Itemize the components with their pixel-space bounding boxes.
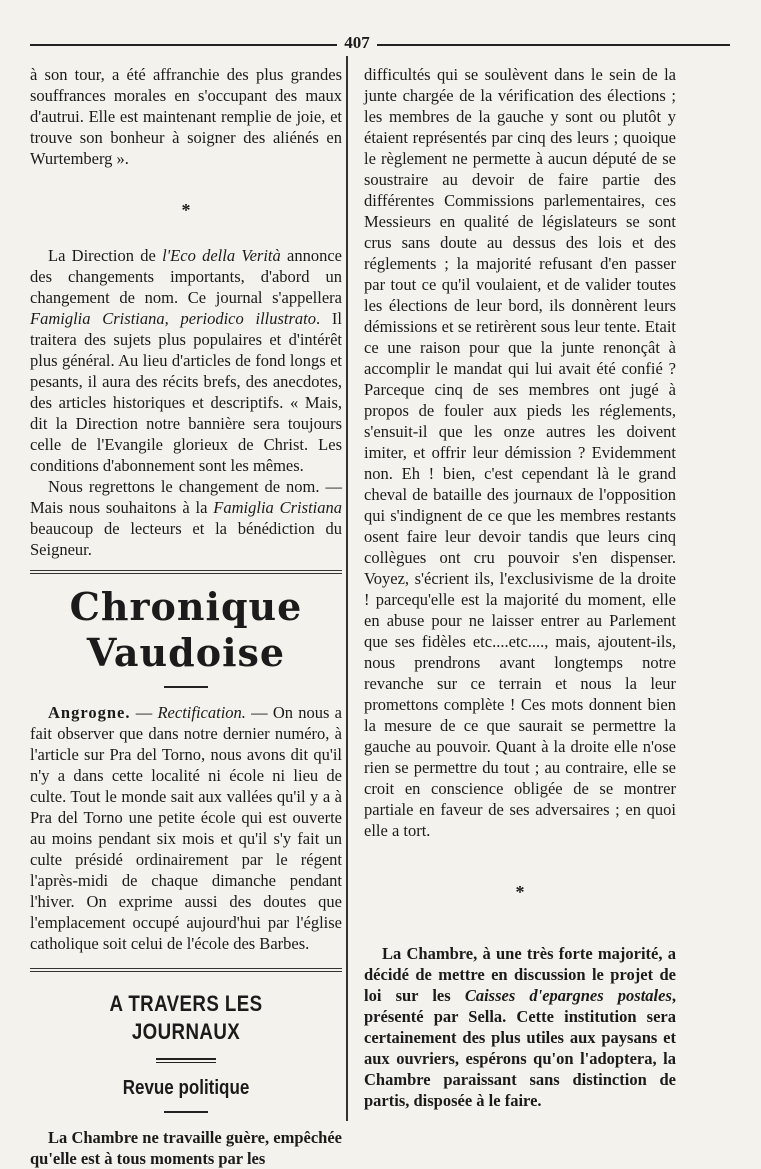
eco-title: l'Eco della Verità xyxy=(162,246,281,265)
short-rule-2 xyxy=(164,1111,208,1113)
chronique-heading: Chronique Vaudoise xyxy=(69,584,303,675)
journaux-heading: A TRAVERS LES JOURNAUX xyxy=(109,991,263,1044)
page-number: 407 xyxy=(337,32,377,54)
section-star-2: * xyxy=(515,882,525,902)
double-short-rule xyxy=(156,1058,216,1063)
angrogne-lead: Angrogne. xyxy=(48,703,131,722)
right-column xyxy=(364,64,676,1111)
rectification-label: Rectification. xyxy=(157,703,246,722)
caisses-title: Caisses d'epargnes postales xyxy=(464,986,672,1005)
header-rule xyxy=(30,44,730,46)
section-rule xyxy=(30,570,342,574)
politics-paragraph: difficultés qui se soulèvent dans le sein de la junte chargée de la vérification des élections ; les membres de la gauche y sont ou plutôt y étaient représentés par cinq des leurs ; quoique le règlement ne permette à aucun député de se soustraire au devoir de faire partie des différentes Commissions parlementaires, ces Messieurs en qualité de législateurs se sont crus sans doute au dessus des lois et des réglements ; la majorité refusant d'en passer par tout ce qu'il voulaient, et de valider toutes les élections de leur bord, ils donnèrent leurs démissions et se retirèrent sous leur tente. Etait ce une raison pour que la junte renonçât à accomplir le mandat qui lui avait été confié ? Parceque cinq de ses membres ont jugé à propos de fouler aux pieds les réglements, s'ensuit-il que les onze autres les doivent imiter, et offrir leur démission ? Evidemment non. Eh ! bien, c'est cependant là le grand cheval de bataille des journaux de l'opposition qui s'indignent de ce que les membres restants osent faire leur devoir tandis que leurs cinq collègues ont cru pouvoir s'en dispenser. Voyez, s'écrient ils, l'exclusivisme de la droite ! parcequ'elle est la majorité du moment, elle en abuse pour ne laisser entrer au Parlement que ses fidèles etc....etc...., mais, ajoutent-ils, nous prendrons avant longtemps notre revanche sur ce terrain et nous la leur promettons complète ! Ces mots donnent bien la mesure de ce que saurait se permettre la gauche au pouvoir. Quant à la droite elle n'ose rien se permettre du tout ; au contraire, elle se croit en conscience obligée de se montrer partiale en faveur de ses adversaires ; en quoi elle a tort. xyxy=(364,65,676,840)
chambre-paragraph: La Chambre ne travaille guère, empêchée qu'elle est à tous moments par les xyxy=(30,1128,342,1168)
new-title: Famiglia Cristiana, periodico illustrato xyxy=(30,309,317,328)
continuation-paragraph: à son tour, a été affranchie des plus grandes souffrances morales en s'occupant des maux d'autrui. Elle est maintenant remplie de joie, et trouve son bonheur à soigner des aliénés en Wurtemberg ». xyxy=(30,65,342,168)
revue-heading: Revue politique xyxy=(122,1077,250,1099)
column-divider xyxy=(346,56,348,1121)
section-star: * xyxy=(181,200,191,220)
angrogne-paragraph: Angrogne. — Rectification. — On nous a fait observer que dans notre dernier numéro, à l'article sur Pra del Torno, nous avons dit qu'il n'y a dans cette localité ni école ni lieu de culte. Tout le monde sait aux vallées qu'il y a à Pra del Torno une petite école qui est ouverte au moins pendant six mois et qu'il s'y fait un culte présidé ordinairement par le régent l'après-midi de chaque dimanche pendant l'hiver. On exprime aussi des doutes que l'emplacement occupé aujourd'hui par l'église catholique soit celui de l'école des Barbes. xyxy=(30,703,342,953)
short-rule xyxy=(164,686,208,688)
caisses-paragraph: La Chambre, à une très forte majorité, a décidé de mettre en discussion le projet de loi sur les Caisses d'epargnes postales, présenté par Sella. Cette institution sera certainement des plus utiles aux paysans et aux ouvriers, espérons qu'on l'adoptera, la Chambre paraissant sans distinction de partis, disposée à le faire. xyxy=(364,944,676,1110)
eco-paragraph: La Direction de l'Eco della Verità annonce des changements importants, d'abord un changement de nom. Ce journal s'appellera Famiglia Cristiana, periodico illustrato. Il traitera des sujets plus populaires et d'intérêt plus général. Au lieu d'articles de fond longs et pesants, il aura des récits brefs, des anecdotes, des articles historiques et descriptifs. « Mais, dit la Direction notre bannière sera toujours celle de l'Evangile glorieux de Christ. Les conditions d'abonnement sont les mêmes. xyxy=(30,246,342,475)
regret-title: Famiglia Cristiana xyxy=(213,498,342,517)
section-rule-2 xyxy=(30,968,342,972)
regret-paragraph: Nous regrettons le changement de nom. — Mais nous souhaitons à la Famiglia Cristiana beaucoup de lecteurs et la bénédiction du Seigneur. xyxy=(30,477,342,559)
left-column xyxy=(30,64,342,1169)
